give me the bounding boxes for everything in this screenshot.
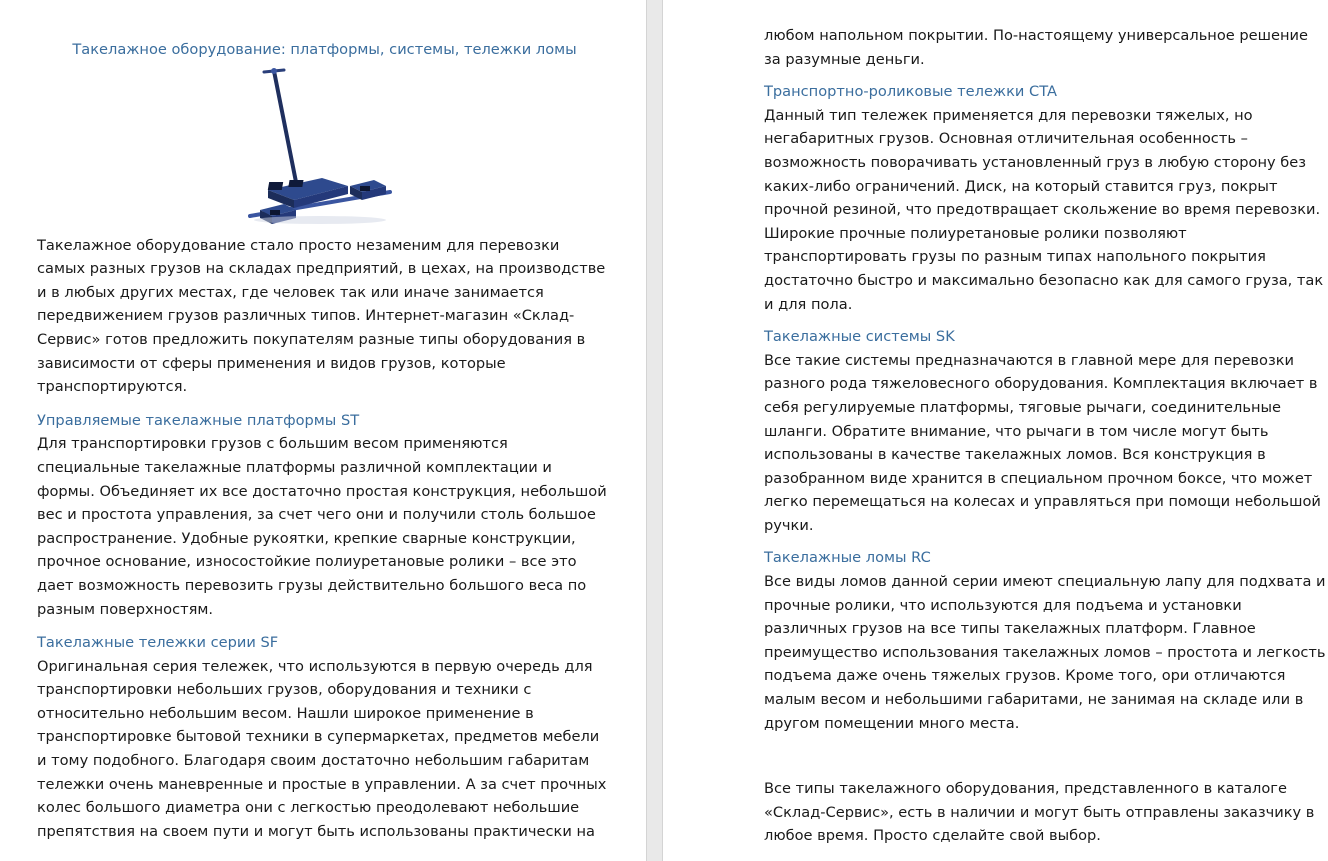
section-text-sk: Все такие системы предназначаются в главной мере для перевозки разного рода тяжеловесного оборудования. Комплектация включает в себя регулируемые платформы, тяговые рычаги, соединительные шланги. Обратите внимание, что рычаги в том числе могут быть использованы в качестве такелажных ломов. Вся конструкция в разобранном виде хранится в специальном прочном боксе, что может легко перемещаться на колесах и управляться при помощи небольшой ручки.: [764, 351, 1321, 534]
intro-paragraph: Такелажное оборудование стало просто незаменим для перевозки самых разных грузов на складах предприятий, в цехах, на производстве и в любых других местах, где человек так или иначе занимается передвижением грузов различных типов. Интернет-магазин «Склад-Сервис» готов предложить покупателям разные типы оборудования в зависимости от сферы применения и видов грузов, которые транспортируются.: [37, 236, 606, 396]
page-right: [662, 0, 1328, 861]
page-left: [0, 0, 647, 861]
rigging-platform-image: [240, 64, 392, 230]
section-text-sf: Оригинальная серия тележек, что используются в первую очередь для транспортировки небольших грузов, оборудования и техники с относительно небольшим весом. Нашли широкое применение в транспортировке бытовой техники в супермаркетах, предметов мебели и тому подобного. Благодаря своим достаточно небольшим габаритам тележки очень маневренные и простые в управлении. А за счет прочных колес большого диаметра они с легкостью преодолевают небольшие препятствия на своем пути и могут быть использованы практически на: [37, 657, 607, 840]
section-text-rc: Все виды ломов данной серии имеют специальную лапу для подхвата и прочные ролики, что используются для подъема и установки различных грузов на все типы такелажных платформ. Главное преимущество использования такелажных ломов – простота и легкость подъема даже очень тяжелых грузов. Кроме того, ори отличаются малым весом и небольшими габаритами, не занимая на складе или в другом помещении много места.: [764, 573, 1326, 732]
section-text-cta: Данный тип тележек применяется для перевозки тяжелых, но негабаритных грузов. Основная отличительная особенность – возможность поворачивать установленный груз в любую сторону без каких-либо ограничений. Диск, на который ставится груз, покрыт прочной резиной, что предотвращает скольжение во время перевозки. Широкие прочные полиуретановые ролики позволяют транспортировать грузы по разным типах напольного покрытия достаточно быстро и максимально безопасно как для самого груза, так и для пола.: [764, 106, 1324, 313]
section-heading-st: Управляемые такелажные платформы ST: [37, 411, 360, 429]
section-heading-rc: Такелажные ломы RC: [764, 549, 931, 567]
section-text-st: Для транспортировки грузов с большим весом применяются специальные такелажные платформы различной комплектации и формы. Объединяет их все достаточно простая конструкция, небольшой вес и простота управления, за счет чего они и получили столь большое распространение. Удобные рукоятки, крепкие сварные конструкции, прочное основание, износостойкие полиуретановые ролики – все это дает возможность перевозить грузы действительно большого веса по разным поверхностям.: [37, 435, 607, 618]
section-text-sf-continuation: любом напольном покрытии. По-настоящему универсальное решение за разумные деньги.: [764, 27, 1308, 68]
section-heading-sk: Такелажные системы SK: [764, 328, 955, 346]
section-heading-sf: Такелажные тележки серии SF: [37, 634, 279, 652]
page-right-content: [764, 0, 1328, 848]
equipment-image: [37, 62, 612, 234]
document-title: Такелажное оборудование: платформы, системы, тележки ломы: [72, 41, 577, 58]
page-left-content: [37, 0, 612, 843]
conclusion-paragraph: Все типы такелажного оборудования, представленного в каталоге «Склад-Сервис», есть в наличии и могут быть отправлены заказчику в любое время. Просто сделайте свой выбор.: [764, 780, 1315, 845]
section-heading-cta: Транспортно-роликовые тележки CTA: [764, 83, 1057, 101]
